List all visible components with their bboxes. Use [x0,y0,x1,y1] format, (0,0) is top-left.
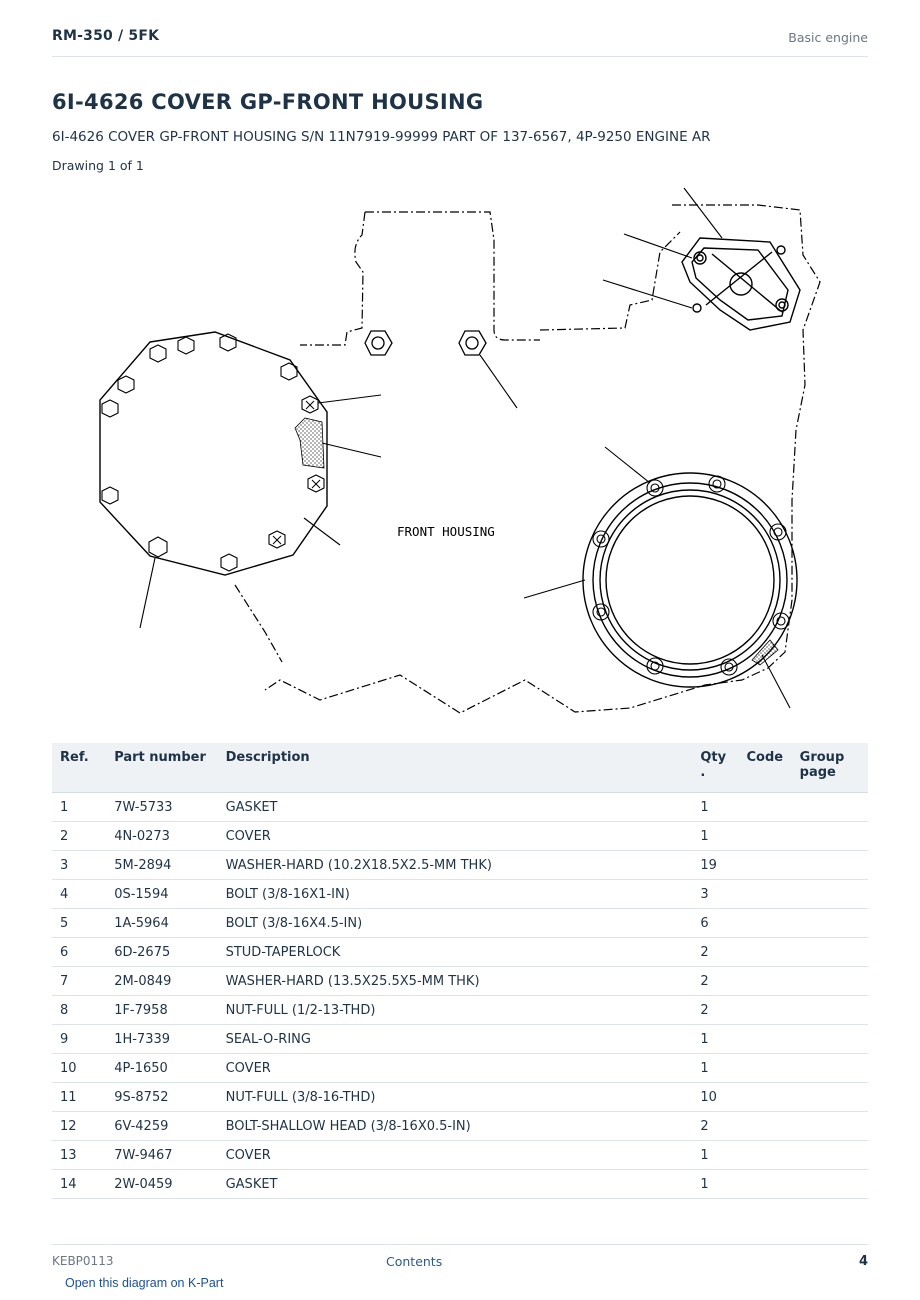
col-ref: Ref. [52,743,106,793]
cell-description: GASKET [218,1170,693,1199]
cell-part-number: 5M-2894 [106,851,217,880]
table-row [52,793,868,822]
col-group-page: Group page [792,743,868,793]
cell-part-number: 4N-0273 [106,822,217,851]
cell-code [738,996,791,1025]
col-description: Description [218,743,693,793]
cell-qty: 2 [692,1112,738,1141]
parts-diagram [52,180,868,725]
cell-part-number: 7W-9467 [106,1141,217,1170]
cell-ref: 13 [52,1141,106,1170]
cell-group-page [792,793,868,822]
cell-description: WASHER-HARD (10.2X18.5X2.5-MM THK) [218,851,693,880]
cell-code [738,967,791,996]
page-title: 6I-4626 COVER GP-FRONT HOUSING [52,90,484,114]
cell-qty: 1 [692,1054,738,1083]
cell-ref: 5 [52,909,106,938]
octagon-cover [100,332,327,575]
cell-part-number: 9S-8752 [106,1083,217,1112]
cell-ref: 6 [52,938,106,967]
cell-ref: 3 [52,851,106,880]
cell-part-number: 2W-0459 [106,1170,217,1199]
cell-qty: 2 [692,996,738,1025]
cell-description: COVER [218,1054,693,1083]
cell-part-number: 1F-7958 [106,996,217,1025]
cell-ref: 10 [52,1054,106,1083]
cell-qty: 1 [692,1025,738,1054]
cell-description: NUT-FULL (3/8-16-THD) [218,1083,693,1112]
cell-qty: 1 [692,1170,738,1199]
cell-part-number: 1A-5964 [106,909,217,938]
cell-qty: 1 [692,1141,738,1170]
table-row [52,1054,868,1083]
cell-code [738,851,791,880]
col-qty: Qty . [692,743,738,793]
page-number: 4 [858,1254,868,1269]
cell-description: COVER [218,822,693,851]
table-row [52,880,868,909]
cell-ref: 9 [52,1025,106,1054]
cell-code [738,880,791,909]
cell-qty: 10 [692,1083,738,1112]
cell-ref: 7 [52,967,106,996]
cell-ref: 8 [52,996,106,1025]
drawing-count: Drawing 1 of 1 [52,158,144,173]
cell-code [738,1083,791,1112]
cell-description: BOLT (3/8-16X1-IN) [218,880,693,909]
cell-description: BOLT (3/8-16X4.5-IN) [218,909,693,938]
table-row [52,1025,868,1054]
cell-part-number: 7W-5733 [106,793,217,822]
cell-group-page [792,822,868,851]
table-row [52,909,868,938]
cell-code [738,1112,791,1141]
cell-group-page [792,909,868,938]
document-id: KEBP0113 [52,1254,114,1268]
page-header [52,28,868,57]
page-subtitle: 6I-4626 COVER GP-FRONT HOUSING S/N 11N7919-99999 PART OF 137-6567, 4P-9250 ENGINE AR [52,129,711,145]
cell-qty: 2 [692,938,738,967]
cell-part-number: 6D-2675 [106,938,217,967]
cell-description: COVER [218,1141,693,1170]
cell-group-page [792,996,868,1025]
cell-code [738,1025,791,1054]
cell-ref: 4 [52,880,106,909]
parts-table-body [52,793,868,1199]
cell-part-number: 0S-1594 [106,880,217,909]
cell-code [738,938,791,967]
cell-qty: 19 [692,851,738,880]
table-row [52,1083,868,1112]
table-row [52,996,868,1025]
cell-qty: 6 [692,909,738,938]
cell-group-page [792,1054,868,1083]
table-header-row [52,743,868,793]
cell-group-page [792,1025,868,1054]
cell-part-number: 6V-4259 [106,1112,217,1141]
table-row [52,1170,868,1199]
cell-ref: 12 [52,1112,106,1141]
table-row [52,938,868,967]
cell-ref: 1 [52,793,106,822]
cell-description: SEAL-O-RING [218,1025,693,1054]
cell-group-page [792,967,868,996]
table-row [52,1112,868,1141]
cell-qty: 3 [692,880,738,909]
page-footer [52,1244,868,1275]
round-cover [583,473,797,687]
cell-part-number: 2M-0849 [106,967,217,996]
model-label: RM-350 / 5FK [52,28,160,44]
cell-group-page [792,1083,868,1112]
cell-ref: 2 [52,822,106,851]
contents-link[interactable]: Contents [386,1254,443,1269]
cell-group-page [792,1112,868,1141]
front-housing-label: FRONT HOUSING [397,524,495,539]
k-part-link[interactable]: Open this diagram on K-Part [65,1276,224,1290]
cell-qty: 2 [692,967,738,996]
top-cover [682,238,800,330]
cell-group-page [792,938,868,967]
cell-group-page [792,1170,868,1199]
table-row [52,967,868,996]
parts-table [52,743,868,1199]
col-part-number: Part number [106,743,217,793]
cell-code [738,1170,791,1199]
cell-description: BOLT-SHALLOW HEAD (3/8-16X0.5-IN) [218,1112,693,1141]
cell-part-number: 4P-1650 [106,1054,217,1083]
cell-group-page [792,1141,868,1170]
cell-qty: 1 [692,793,738,822]
cell-code [738,1141,791,1170]
cell-ref: 11 [52,1083,106,1112]
cell-qty: 1 [692,822,738,851]
table-row [52,851,868,880]
cell-code [738,822,791,851]
cell-description: STUD-TAPERLOCK [218,938,693,967]
col-code: Code [738,743,791,793]
cell-description: NUT-FULL (1/2-13-THD) [218,996,693,1025]
cell-code [738,793,791,822]
table-row [52,822,868,851]
cell-part-number: 1H-7339 [106,1025,217,1054]
cell-description: WASHER-HARD (13.5X25.5X5-MM THK) [218,967,693,996]
hex-nuts [365,331,486,355]
section-label: Basic engine [788,30,868,45]
cell-group-page [792,880,868,909]
cell-code [738,909,791,938]
table-row [52,1141,868,1170]
cell-code [738,1054,791,1083]
cell-group-page [792,851,868,880]
cell-ref: 14 [52,1170,106,1199]
cell-description: GASKET [218,793,693,822]
